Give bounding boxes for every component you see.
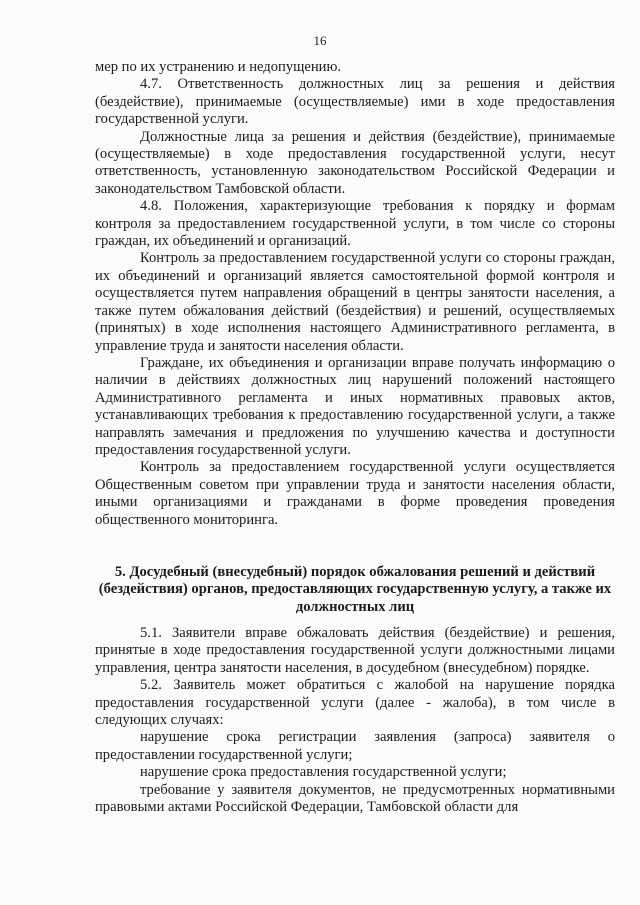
paragraph: мер по их устранению и недопущению.: [95, 59, 341, 75]
section-body: [95, 625, 615, 816]
paragraph: нарушение срока предоставления государственной услуги;: [140, 764, 507, 781]
paragraph: Должностные лица за решения и действия (бездействие), принимаемые (осуществляемые) в ходе предоставления государственной услуги, несут ответственность, установленную законодательством Российской Федерации и законодательством Тамбовской области.: [95, 128, 615, 197]
paragraph: 5.1. Заявители вправе обжаловать действия (бездействие) и решения, принятые в ходе предоставления государственной услуги должностными лицами управления, центра занятости населения, в досудебном (внесудебном) порядке.: [95, 625, 615, 676]
paragraph: Граждане, их объединения и организации вправе получать информацию о наличии в действиях должностных лиц нарушений положений настоящего Административного регламента и иных нормативных правовых актов, устанавливающих требования к предоставлению государственной услуги, а также направлять замечания и предложения по улучшению качества и доступности предоставления государственной услуги.: [95, 354, 615, 458]
paragraph: Контроль за предоставлением государственной услуги осуществляется Общественным советом при управлении труда и занятости населения области, иными организациями и гражданами в форме проведения проведения общественного мониторинга.: [95, 459, 615, 528]
paragraph: требование у заявителя документов, не предусмотренных нормативными правовыми актами Российской Федерации, Тамбовской области для: [95, 781, 615, 816]
paragraph: 4.7. Ответственность должностных лиц за решения и действия (бездействие), принимаемые (осуществляемые) ими в ходе предоставления государственной услуги.: [95, 76, 615, 128]
paragraph: нарушение срока регистрации заявления (запроса) заявителя о предоставлении государственной услуги;: [95, 729, 615, 763]
section-heading: 5. Досудебный (внесудебный) порядок обжалования решений и действий (бездействия) органов, предоставляющих государственную услугу, а также их должностных лиц: [98, 564, 612, 615]
body-text: [95, 59, 615, 529]
paragraph: 4.8. Положения, характеризующие требования к порядку и формам контроля за предоставлением государственной услуги, в том числе со стороны граждан, их объединений и организаций.: [95, 198, 615, 250]
paragraph: Контроль за предоставлением государственной услуги со стороны граждан, их объединений и организаций является самостоятельной формой контроля и осуществляется путем направления обращений в центры занятости населения, а также путем обжалования действий (бездействия) и решений, осуществляемых (принятых) в ходе исполнения настоящего Административного регламента, в управление труда и занятости населения области.: [95, 250, 615, 354]
paragraph: 5.2. Заявитель может обратиться с жалобой на нарушение порядка предоставления государственной услуги (далее - жалоба), в том числе в следующих случаях:: [95, 677, 615, 729]
page-number: 16: [313, 33, 327, 48]
